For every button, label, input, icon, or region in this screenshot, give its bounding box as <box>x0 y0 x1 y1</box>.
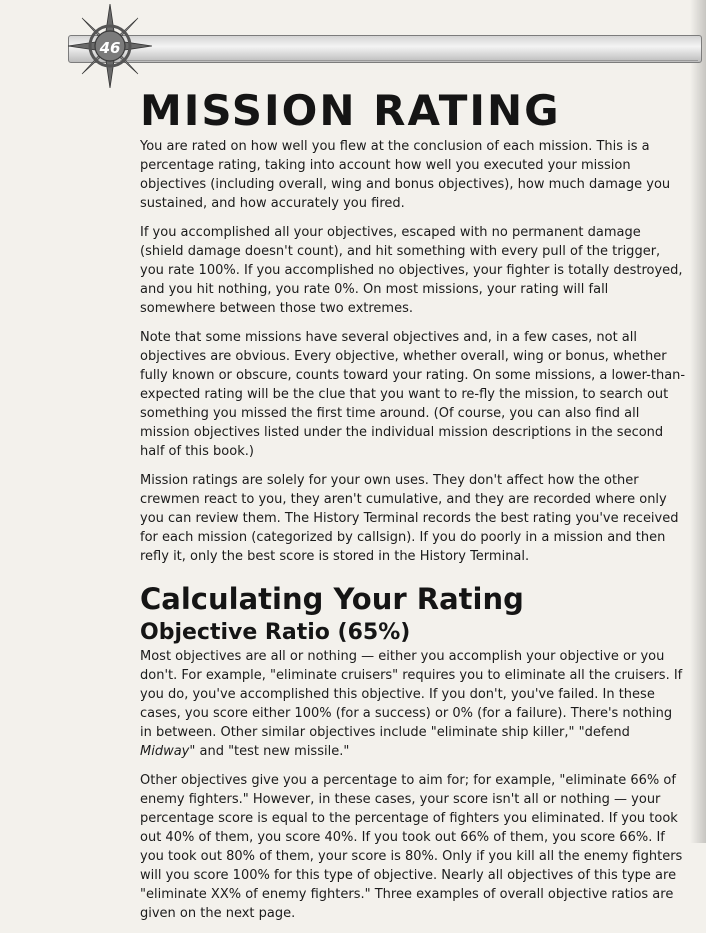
intro-paragraph-3: Note that some missions have several objectives and, in a few cases, not all objectives are obvious. Every objective, whether overall, wing or bonus, whether fully known or obscure, counts toward your rating. On some missions, a lower-than-expected rating will be the clue that you want to re-fly the mission, to search out something you missed the first time around. (Of course, you can also find all mission objectives listed under the individual mission descriptions in the second half of this book.) <box>140 330 686 459</box>
intro-paragraph-1: You are rated on how well you flew at the conclusion of each mission. This is a percentage rating, taking into account how well you executed your mission objectives (including overall, wing and bonus objectives), how much damage you sustained, and how accurately you fired. <box>140 139 671 211</box>
page-number: 46 <box>99 39 121 57</box>
objective-ratio-paragraph-1 <box>140 647 686 761</box>
section-heading: Calculating Your Rating <box>140 582 524 616</box>
paragraph-text: Most objectives are all or nothing — either you accomplish your objective or you don't. For example, "eliminate cruisers" requires you to eliminate all the cruisers. If you do, you've accomplished this objective. If you don't, you've failed. In these cases, you score either 100% (for a success) or 0% (for a failure). There's nothing in between. Other similar objectives include "eliminate ship killer," "defend <box>140 649 683 740</box>
page-content <box>140 86 686 933</box>
scan-shadow <box>690 0 706 843</box>
objective-ratio-paragraph-2: Other objectives give you a percentage to aim for; for example, "eliminate 66% of enemy fighters." However, in these cases, your score isn't all or nothing — your percentage score is equal to the percentage of fighters you eliminated. If you took out 40% of them, you score 40%. If you took out 66% of them, you score 66%. If you took out 80% of them, your score is 80%. Only if you kill all the enemy fighters will you score 100% for this type of objective. Nearly all objectives of this type are "eliminate XX% of enemy fighters." Three examples of overall objective ratios are given on the next page. <box>140 773 683 921</box>
intro-paragraph-2: If you accomplished all your objectives, escaped with no permanent damage (shield damage doesn't count), and hit something with every pull of the trigger, you rate 100%. If you accomplished no objectives, your fighter is totally destroyed, and you hit nothing, you rate 0%. On most missions, your rating will fall somewhere between those two extremes. <box>140 225 683 316</box>
paragraph-text: " and "test new missile." <box>189 744 350 759</box>
header-rule <box>120 60 698 61</box>
subsection-heading: Objective Ratio (65%) <box>140 620 411 645</box>
ship-name: Midway <box>140 744 190 759</box>
page-title: MISSION RATING <box>140 86 561 135</box>
header-bar <box>68 35 702 63</box>
intro-paragraph-4: Mission ratings are solely for your own uses. They don't affect how the other crewmen react to you, they aren't cumulative, and they are recorded where only you can review them. The History Terminal records the best rating you've received for each mission (categorized by callsign). If you do poorly in a mission and then refly it, only the best score is stored in the History Terminal. <box>140 473 679 564</box>
